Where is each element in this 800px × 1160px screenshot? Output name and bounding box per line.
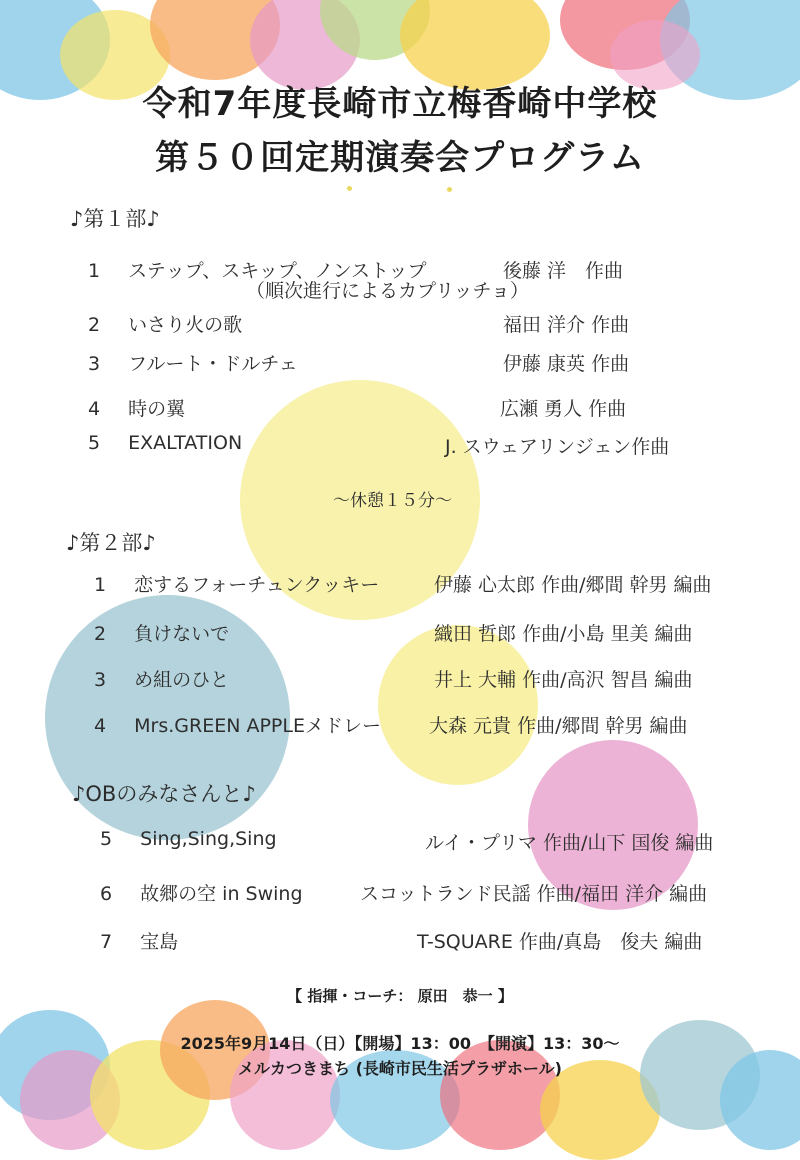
program-item [94,711,381,738]
item-number: 4 [88,398,101,420]
item-title: 宝島 [140,931,179,953]
item-number: 1 [94,574,107,596]
concert-date: 2025年9月14日（日）【開場】13：00 【開演】13：30～ [180,1034,620,1053]
program-item [88,432,242,454]
program-item-credit: 大森 元貴 作曲/郷間 幹男 編曲 [429,715,688,737]
program-item-credit: ルイ・プリマ 作曲/山下 国俊 編曲 [425,832,714,854]
program-item [100,828,277,850]
program-item-credit: 伊藤 心太郎 作曲/郷間 幹男 編曲 [434,574,712,596]
item-number: 7 [100,931,113,953]
item-title: め組のひと [134,669,230,691]
item-number: 3 [88,353,101,375]
part1-heading: ♪第１部♪ [70,207,160,231]
program-item [88,310,242,337]
program-item-credit: 井上 大輔 作曲/高沢 智昌 編曲 [434,669,693,691]
program-item-credit: 福田 洋介 作曲 [503,314,630,336]
program-item-credit: スコットランド民謡 作曲/福田 洋介 編曲 [360,883,708,905]
dot [447,187,452,192]
item-title: Sing,Sing,Sing [140,828,277,850]
program-item [88,394,185,421]
item-number: 3 [94,669,107,691]
item-title: 故郷の空 in Swing [140,883,303,905]
concert-venue: メルカつきまち (長崎市民生活プラザホール) [238,1059,562,1078]
item-title: 恋するフォーチュンクッキー [134,574,380,596]
program-item-credit: 後藤 洋 作曲 [503,260,624,282]
part2-heading: ♪第２部♪ [66,531,156,555]
program-item-credit: 伊藤 康英 作曲 [503,353,630,375]
item-number: 5 [100,828,113,850]
item-title: 負けないで [134,623,230,645]
page-title-line1: 令和7年度長崎市立梅香崎中学校 [142,84,658,124]
program-item [94,665,229,692]
item-number: 4 [94,715,107,737]
item-number: 5 [88,432,101,454]
dot [347,186,352,191]
item-number: 2 [94,623,107,645]
item-title: 時の翼 [128,398,186,420]
program-item-credit: 織田 哲郎 作曲/小島 里美 編曲 [434,623,693,645]
program-item-credit: J. スウェアリンジェン作曲 [445,436,670,458]
item-number: 1 [88,260,101,282]
item-title: EXALTATION [128,432,243,454]
program-item-credit: T-SQUARE 作曲/真島 俊夫 編曲 [417,931,703,953]
item-number: 6 [100,883,113,905]
bubble-mid-yellow-small [378,625,538,785]
intermission: ～休憩１５分～ [333,491,452,511]
program-item [100,927,178,954]
item-title: Mrs.GREEN APPLEメドレー [134,715,381,737]
page-title-line2: 第５０回定期演奏会プログラム [155,138,645,178]
program-item [88,349,298,376]
item-title: ステップ、スキップ、ノンストップ [128,260,427,282]
item-title: フルート・ドルチェ [128,353,298,375]
item-number: 2 [88,314,101,336]
program-item-subtitle: （順次進行によるカプリッチョ） [246,280,529,302]
item-title: いさり火の歌 [128,314,243,336]
program-item [94,619,229,646]
program-item-credit: 広瀬 勇人 作曲 [500,398,627,420]
ob-heading: ♪OBのみなさんと♪ [72,782,256,806]
conductor-info: 【 指揮・コーチ： 原田 恭一 】 [287,987,513,1005]
program-item [94,570,379,597]
program-item [100,879,303,906]
